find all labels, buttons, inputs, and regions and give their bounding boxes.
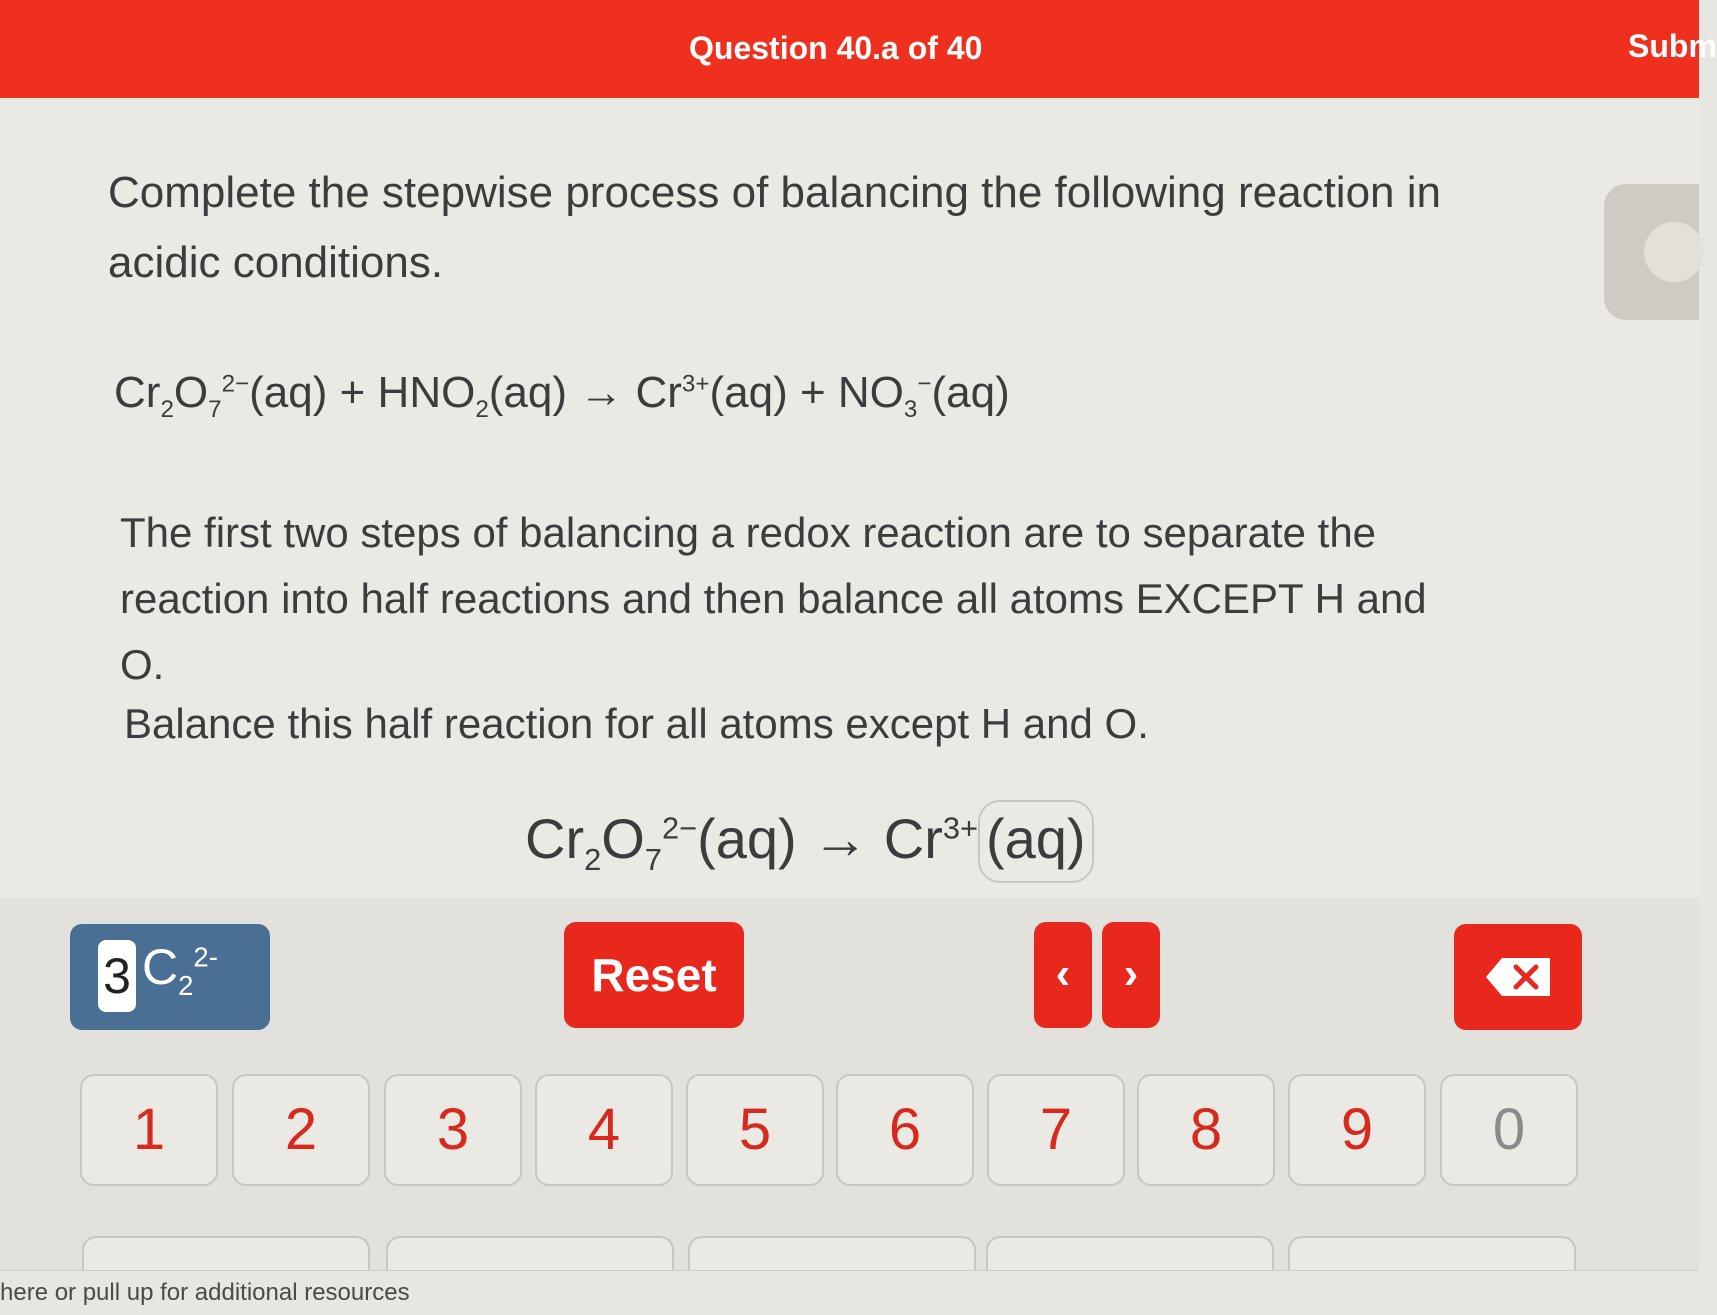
half-reaction-equation (525, 800, 1094, 883)
resources-footer[interactable] (0, 1270, 1699, 1315)
answer-input-box[interactable]: (aq) (978, 800, 1094, 883)
cursor-left-button[interactable]: ‹ (1034, 922, 1092, 1028)
prompt-line-2: acidic conditions. (108, 238, 444, 287)
token-sub: 2 (178, 970, 194, 1001)
handle-knob-icon (1644, 222, 1704, 282)
eq-sup: − (917, 370, 932, 398)
cursor-right-button[interactable]: › (1102, 922, 1160, 1028)
eq-text: (aq) (931, 368, 1010, 417)
prompt-line-1: Complete the stepwise process of balancing the following reaction in (108, 168, 1441, 217)
digit-1-key[interactable]: 1 (80, 1074, 218, 1186)
eq-text: O (173, 368, 209, 417)
digit-6-key[interactable]: 6 (836, 1074, 974, 1186)
digit-5-key[interactable]: 5 (686, 1074, 824, 1186)
half-sup: 3+ (942, 810, 978, 846)
eq-sub: 2 (475, 395, 489, 423)
digit-0-key[interactable]: 0 (1440, 1074, 1578, 1186)
half-sub: 7 (644, 842, 662, 878)
reset-button[interactable]: Reset (564, 922, 744, 1028)
backspace-button[interactable] (1454, 924, 1582, 1030)
eq-text: (aq) → Cr (488, 368, 682, 417)
eq-sup: 3+ (681, 370, 710, 398)
digit-9-key[interactable]: 9 (1288, 1074, 1426, 1186)
half-text: (aq) → Cr (697, 807, 943, 870)
submit-button[interactable]: Subm (1628, 28, 1717, 64)
digit-2-key[interactable]: 2 (232, 1074, 370, 1186)
eq-text: (aq) + HNO (249, 368, 476, 417)
full-reaction-equation (114, 368, 1010, 424)
instruction-paragraph (120, 500, 1540, 698)
eq-sup: 2− (221, 370, 250, 398)
token-formula (142, 938, 218, 1002)
eq-sub: 7 (208, 395, 222, 423)
eq-text: (aq) + NO (709, 368, 904, 417)
eq-sub: 3 (903, 395, 918, 423)
digit-7-key[interactable]: 7 (987, 1074, 1125, 1186)
token-cursor-digit: 3 (98, 940, 136, 1012)
backspace-icon (1484, 956, 1554, 998)
task-text: Balance this half reaction for all atoms except H and O. (124, 700, 1149, 747)
eq-text: Cr (114, 368, 161, 417)
half-text: O (601, 807, 645, 870)
half-text: Cr (525, 807, 585, 870)
instruction-line: The first two steps of balancing a redox reaction are to separate the (120, 509, 1377, 556)
token-element: C (142, 939, 179, 995)
resources-hint: here or pull up for additional resources (0, 1279, 410, 1306)
answer-token[interactable] (70, 924, 270, 1030)
digit-4-key[interactable]: 4 (535, 1074, 673, 1186)
half-sub: 2 (584, 842, 602, 878)
digit-8-key[interactable]: 8 (1137, 1074, 1275, 1186)
header-bar (0, 0, 1717, 98)
half-sup: 2− (661, 810, 698, 846)
instruction-line: reaction into half reactions and then balance all atoms EXCEPT H and (120, 575, 1427, 622)
instruction-line: O. (120, 641, 165, 688)
question-title: Question 40.a of 40 (689, 30, 983, 66)
question-prompt (108, 158, 1528, 298)
digit-3-key[interactable]: 3 (384, 1074, 522, 1186)
token-sup: 2- (193, 941, 218, 973)
eq-sub: 2 (160, 395, 174, 423)
side-panel-handle[interactable] (1604, 184, 1699, 320)
